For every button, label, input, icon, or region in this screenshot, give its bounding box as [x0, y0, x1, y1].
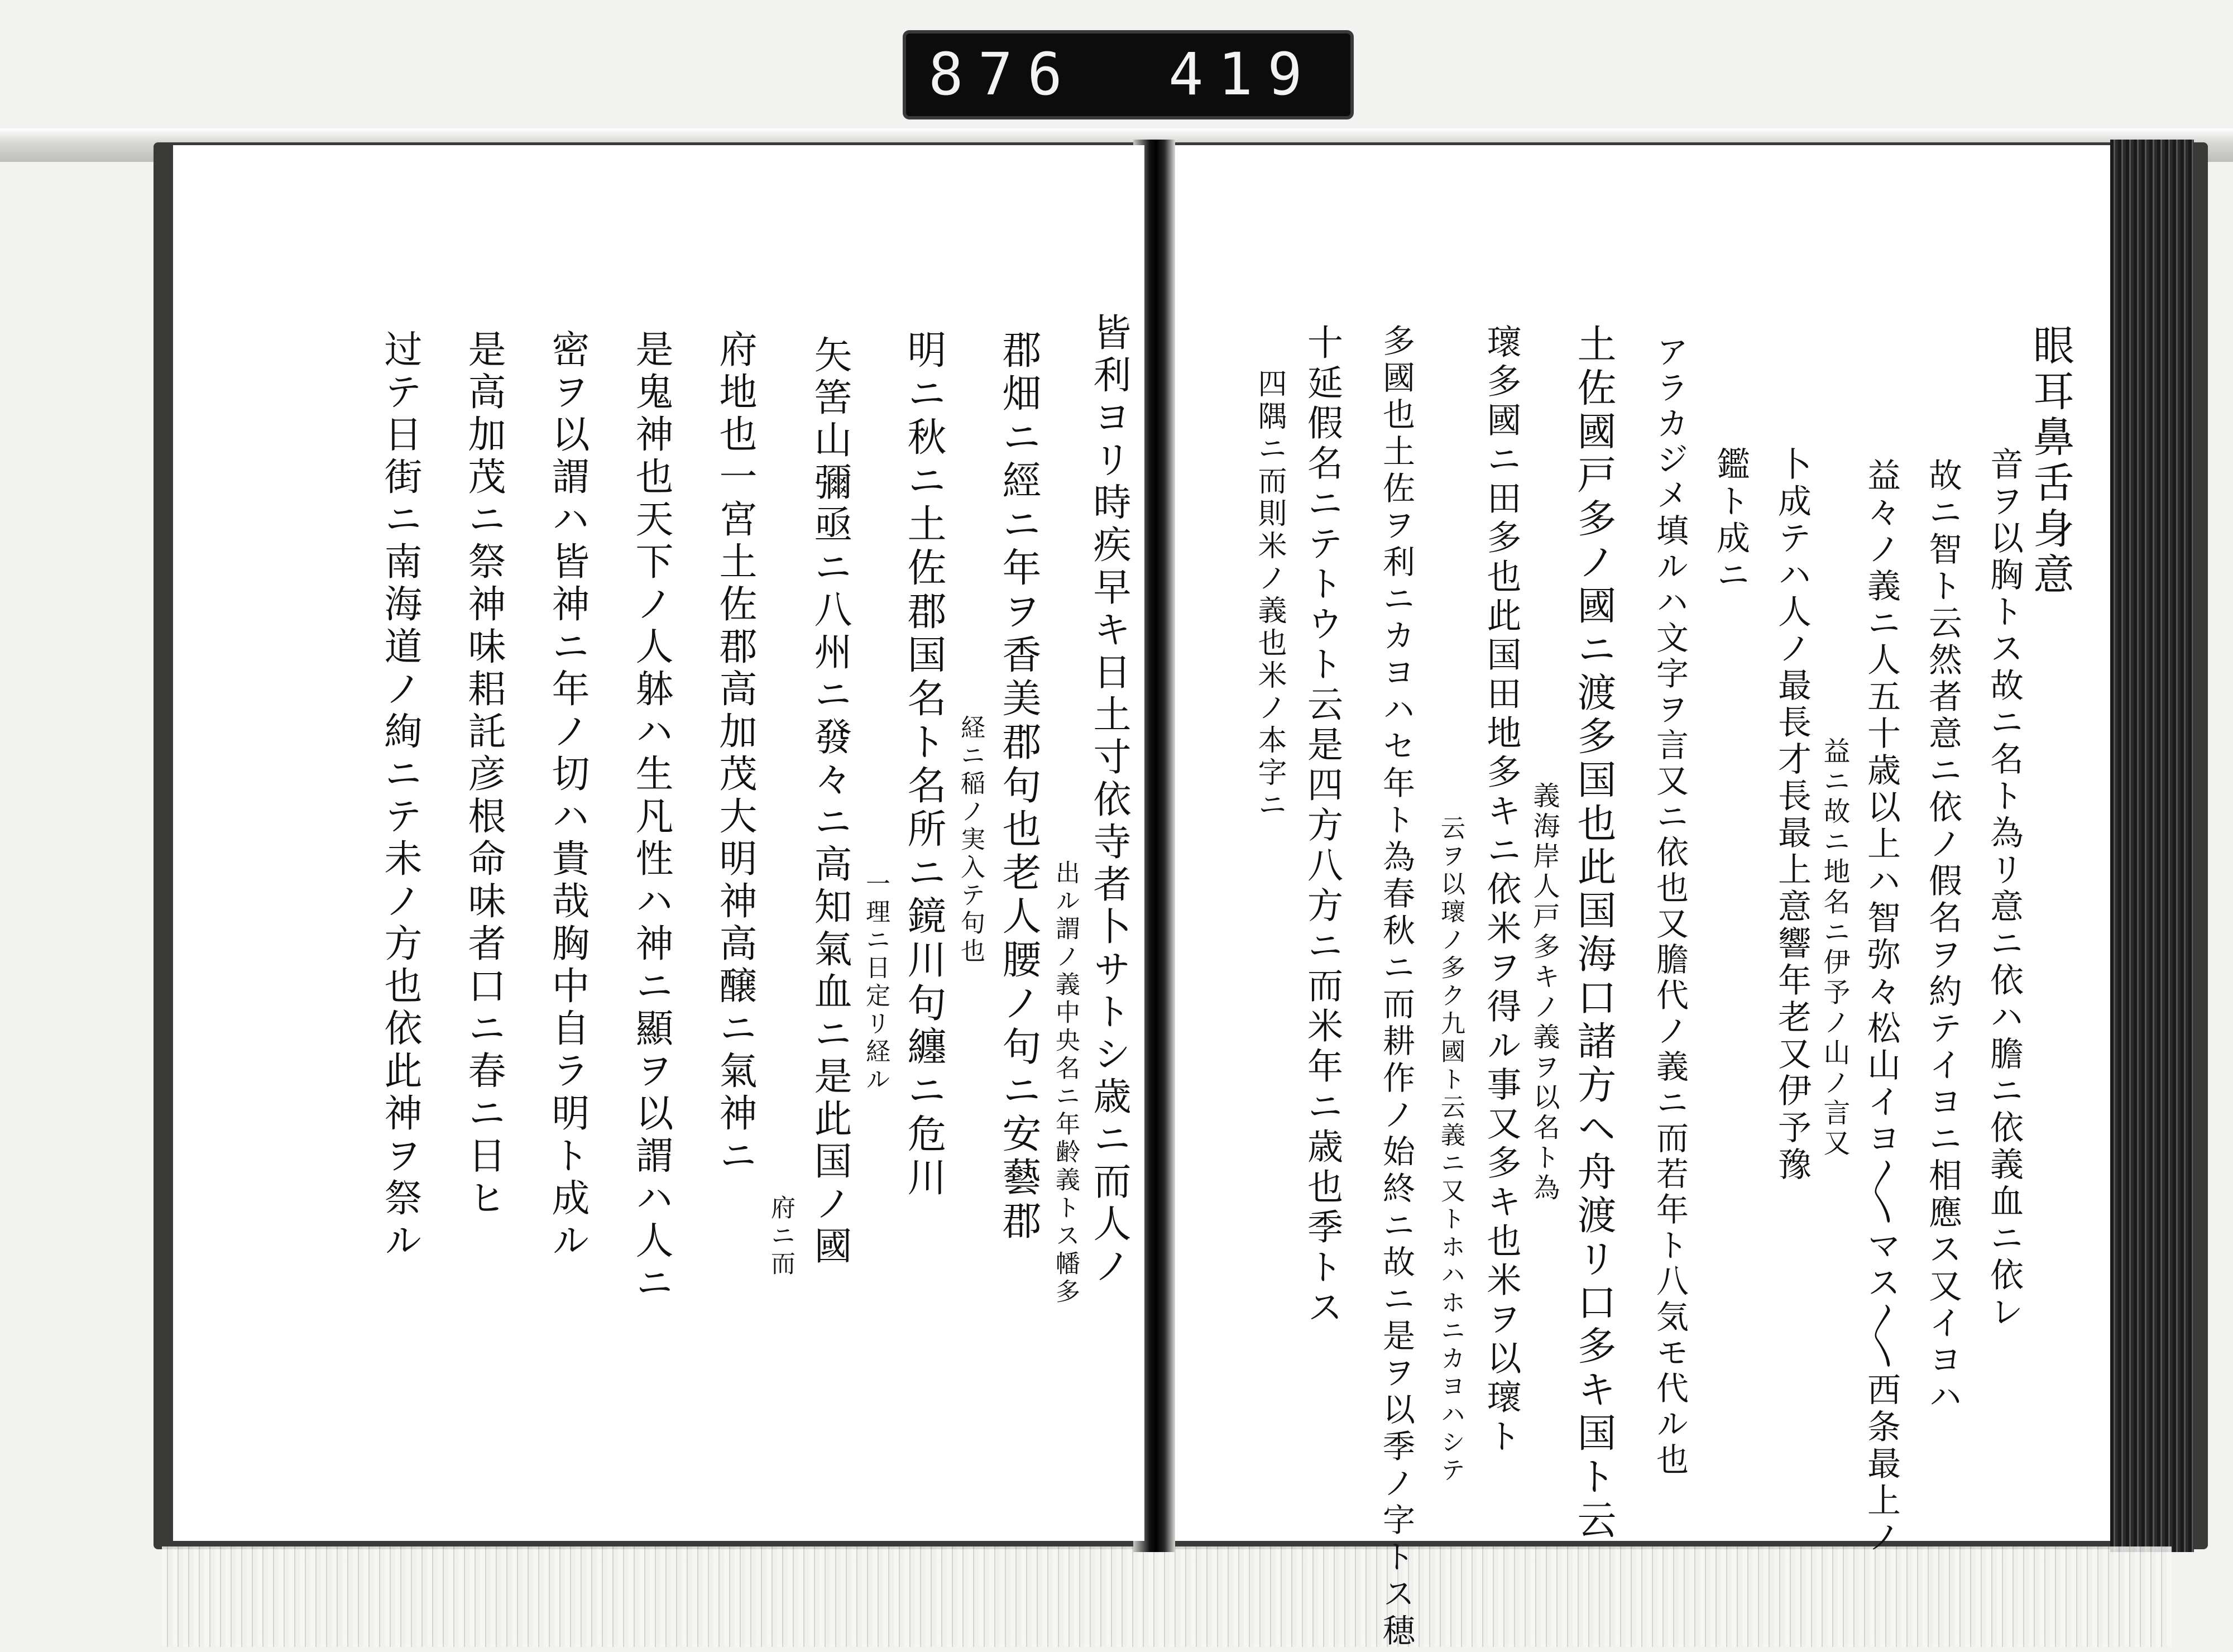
- book-fore-edge: [2110, 140, 2194, 1552]
- archive-number-right: 419: [1168, 40, 1317, 108]
- text-column: 十延假名ニテトウト云是四方八方ニ而米年ニ歳也季トス: [1301, 324, 1343, 1329]
- text-column: 是鬼神也天下ノ人躰ハ生凡性ハ神ニ顯ヲ以謂ハ人ニ: [629, 329, 673, 1305]
- text-column: 四隅ニ而則米ノ義也米ノ本字ニ: [1253, 368, 1286, 822]
- text-column: 義海岸人戸多キノ義ヲ以名ト為: [1528, 782, 1560, 1204]
- text-column: 明ニ秋ニ土佐郡国名ト名所ニ鏡川句纏ニ危川: [901, 329, 947, 1200]
- text-column: 鑑ト成ニ: [1711, 447, 1750, 594]
- text-column: 土佐國戸多ノ國ニ渡多国也此国海口諸方ヘ舟渡リ口多キ国ト云: [1571, 324, 1617, 1543]
- text-column: 眼耳鼻舌身意: [2026, 324, 2074, 598]
- text-column: 郡畑ニ經ニ年ヲ香美郡句也老人腰ノ句ニ安藝郡: [996, 329, 1042, 1244]
- text-column: 卜成テハ人ノ最長才長最上意響年老又伊予豫: [1772, 447, 1812, 1184]
- text-column: 是高加茂ニ祭神味耜託彦根命味者口ニ春ニ日ヒ: [462, 329, 506, 1220]
- archive-number-label: [906, 33, 1350, 116]
- text-column: 多國也土佐ヲ利ニカヨハセ年ト為春秋ニ而耕作ノ始終ニ故ニ是ヲ以季ノ字トス穂: [1377, 324, 1415, 1650]
- text-column: 密ヲ以謂ハ皆神ニ年ノ切ハ貴哉胸中自ラ明ト成ル: [545, 329, 590, 1263]
- text-column: 音ヲ以胸トス故ニ名ト為リ意ニ依ハ膽ニ依義血ニ依レ: [1985, 447, 2024, 1331]
- text-column: 瓌多國ニ田多也此国田地多キニ依米ヲ得ル事又多キ也米ヲ以瓌ト: [1481, 324, 1522, 1457]
- text-column: 経ニ稲ノ実入テ句也: [956, 715, 985, 966]
- book-page-edges: [162, 1546, 2172, 1647]
- text-column: 故ニ智ト云然者意ニ依ノ假名ヲ約テイヨニ相應ス又イヨハ: [1923, 458, 1962, 1416]
- text-column: 益ニ故ニ地名ニ伊予ノ山ノ言又: [1819, 737, 1850, 1159]
- text-column: 一理ニ日定リ経ル: [861, 871, 890, 1094]
- text-column: 府ニ而: [766, 1195, 795, 1278]
- text-column: 府地也一宮土佐郡高加茂大明神高醸ニ氣神ニ: [713, 329, 757, 1178]
- text-column: アラカジメ填ルハ文字ヲ言又ニ依也又膽代ノ義ニ而若年ト八気モ代ル也: [1651, 335, 1689, 1478]
- text-column: 出ル謂ノ義中央名ニ年齢義トス幡多: [1051, 860, 1080, 1306]
- archive-number-left: 876: [928, 40, 1077, 108]
- text-column: 矢筈山彌亟ニ八州ニ發々ニ高知氣血ニ是此国ノ國: [808, 335, 852, 1268]
- text-column: 云ヲ以瓌ノ多ク九國ト云義ニ又トホハホニカヨハシテ: [1436, 815, 1465, 1485]
- text-column: 益々ノ義ニ人五十歳以上ハ智弥々松山イヨ〳〵マス〳〵西条最上ノ: [1862, 458, 1901, 1557]
- text-column: 过テ日街ニ南海道ノ絢ニテ未ノ方也依此神ヲ祭ル: [378, 329, 422, 1263]
- text-column: 皆利ヨリ時疾早キ日土寸依寺者卜サトシ歳ニ而人ノ: [1087, 313, 1131, 1289]
- right-page: [1167, 145, 2110, 1650]
- left-page: [173, 145, 1144, 1541]
